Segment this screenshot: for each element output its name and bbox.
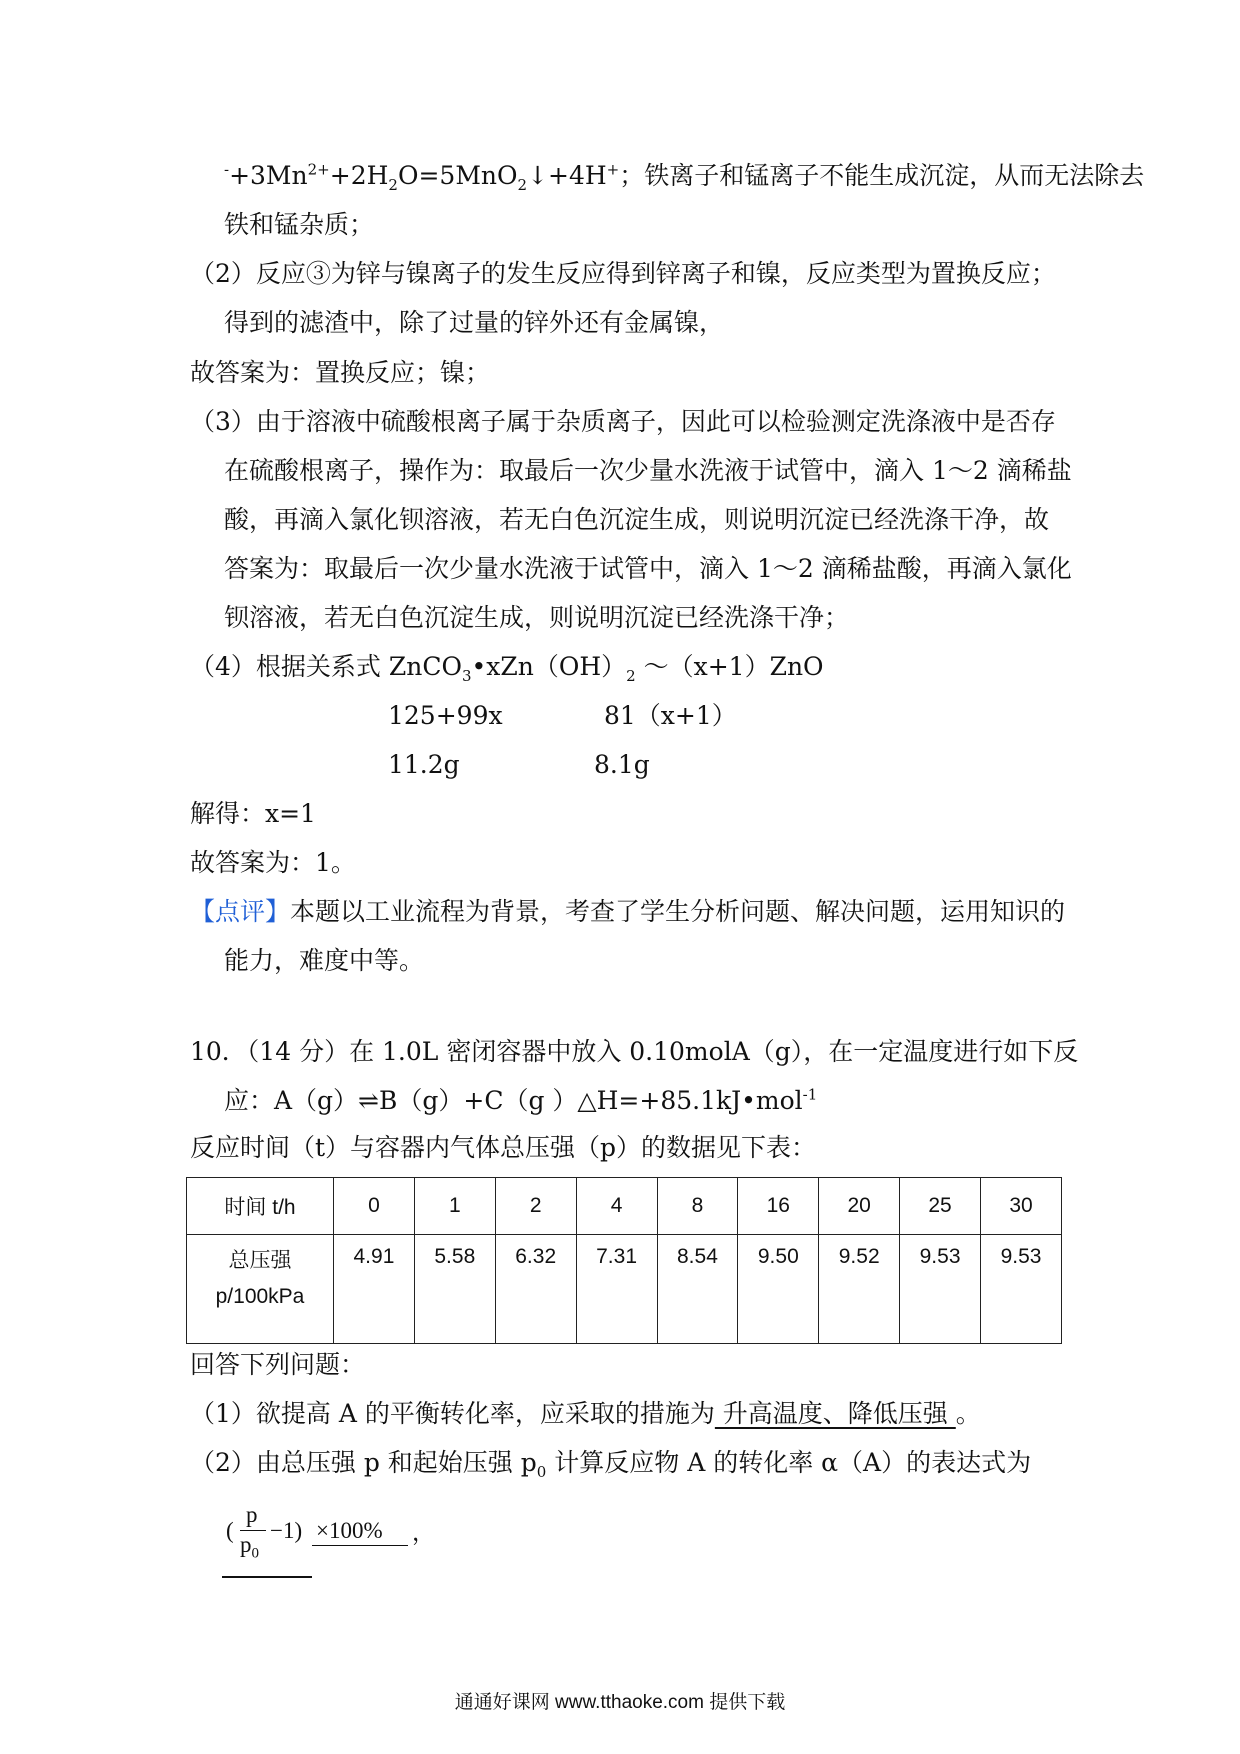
subscript: 2 <box>388 176 398 194</box>
text-segment: ↓+4H <box>527 161 607 190</box>
text-segment: 本题以工业流程为背景，考查了学生分析问题、解决问题，运用知识的 <box>290 897 1066 926</box>
superscript: 2+ <box>307 160 330 179</box>
text-line: 故答案为：1。 <box>190 848 356 877</box>
text-line: 回答下列问题： <box>190 1350 366 1379</box>
subscript: 2 <box>517 176 528 194</box>
text-segment: 计算反应物 A 的转化率 α（A）的表达式为 <box>546 1448 1032 1477</box>
text-line: 故答案为：置换反应；镍； <box>190 358 491 387</box>
table-cell: 6.32 <box>495 1235 576 1344</box>
subscript: 0 <box>251 1545 259 1562</box>
calc-value: 81（x+1） <box>604 701 737 730</box>
calc-value: 11.2g <box>388 750 460 779</box>
table-header-cell: 时间 t/h <box>187 1178 334 1235</box>
header-line: 总压强 <box>228 1249 292 1272</box>
text-segment: 。 <box>955 1399 981 1428</box>
table-cell: 8 <box>657 1178 738 1235</box>
text-segment: 应：A（g）⇌B（g）+C（g ）△H=+85.1kJ•mol <box>224 1086 803 1115</box>
text-segment: （1）欲提高 A 的平衡转化率，应采取的措施为 <box>190 1399 715 1428</box>
superscript: + <box>606 160 620 179</box>
text-line: （3）由于溶液中硫酸根离子属于杂质离子，因此可以检验测定洗涤液中是否存 <box>190 407 1056 436</box>
calc-value: 8.1g <box>594 750 650 779</box>
text-segment: （2）由总压强 p 和起始压强 p <box>190 1448 537 1477</box>
formula-numerator: p <box>246 1502 258 1527</box>
formula-answer-underlined: ×100% <box>316 1518 383 1543</box>
text-line <box>224 160 1144 192</box>
text-line: 答案为：取最后一次少量水洗液于试管中，滴入 1～2 滴稀盐酸，再滴入氯化 <box>224 554 1072 583</box>
comment-tag: 【点评】 <box>190 897 291 926</box>
formula-rest: −1) <box>270 1518 303 1543</box>
table-cell: 8.54 <box>657 1235 738 1344</box>
answer-blank: 升高温度、降低压强 <box>714 1399 956 1428</box>
table-cell: 9.53 <box>981 1235 1062 1344</box>
text-segment: （4）根据关系式 ZnCO <box>190 652 462 681</box>
table-cell: 9.53 <box>900 1235 981 1344</box>
text-segment: ；铁离子和锰离子不能生成沉淀，从而无法除去 <box>619 161 1145 190</box>
formula-comma: ， <box>412 1520 435 1545</box>
text-line: 能力，难度中等。 <box>224 946 425 975</box>
table-cell: 1 <box>414 1178 495 1235</box>
table-cell: 2 <box>495 1178 576 1235</box>
text-segment: +3Mn <box>229 161 308 190</box>
superscript: -1 <box>802 1085 818 1104</box>
text-line: 反应时间（t）与容器内气体总压强（p）的数据见下表： <box>190 1133 817 1162</box>
table-cell: 25 <box>900 1178 981 1235</box>
superscript: - <box>224 160 230 179</box>
text-line: 解得：x=1 <box>190 799 316 828</box>
text-line <box>190 896 1065 928</box>
page-footer: 通通好课网 www.tthaoke.com 提供下载 <box>454 1692 786 1713</box>
calc-value: 125+99x <box>388 701 503 730</box>
table-cell: 0 <box>334 1178 415 1235</box>
table-cell: 9.50 <box>738 1235 819 1344</box>
text-line: 在硫酸根离子，操作为：取最后一次少量水洗液于试管中，滴入 1～2 滴稀盐 <box>224 456 1072 485</box>
table-cell: 9.52 <box>819 1235 900 1344</box>
text-line <box>224 1085 817 1117</box>
header-line: p/100kPa <box>215 1285 305 1308</box>
formula-answer <box>222 1500 522 1580</box>
table-row <box>187 1178 1062 1235</box>
text-line <box>190 1447 1031 1479</box>
text-line: 酸，再滴入氯化钡溶液，若无白色沉淀生成，则说明沉淀已经洗涤干净，故 <box>224 505 1050 534</box>
table-cell: 7.31 <box>576 1235 657 1344</box>
text-segment: +2H <box>329 161 389 190</box>
subscript: 2 <box>626 667 636 685</box>
text-segment: O=5MnO <box>397 161 518 190</box>
table-cell: 16 <box>738 1178 819 1235</box>
formula-denominator: $p_0$ <box>240 1532 259 1562</box>
text-line <box>190 651 824 683</box>
table-row <box>187 1235 1062 1344</box>
table-cell: 4.91 <box>334 1235 415 1344</box>
text-line: （2）反应③为锌与镍离子的发生反应得到锌离子和镍，反应类型为置换反应； <box>190 259 1056 288</box>
table-cell: 5.58 <box>414 1235 495 1344</box>
table-cell: 20 <box>819 1178 900 1235</box>
text-segment: ～（x+1）ZnO <box>635 652 824 681</box>
table-cell: 4 <box>576 1178 657 1235</box>
text-line <box>190 1398 981 1430</box>
table-header-cell <box>187 1235 334 1344</box>
text-line: 钡溶液，若无白色沉淀生成，则说明沉淀已经洗涤干净； <box>224 603 850 632</box>
text-line: 得到的滤渣中，除了过量的锌外还有金属镍， <box>224 308 725 337</box>
subscript: 0 <box>536 1463 547 1481</box>
subscript: 3 <box>461 667 472 685</box>
fraction-bar <box>240 1530 266 1531</box>
answer-underline <box>312 1545 408 1546</box>
question-title: 10．（14 分）在 1.0L 密闭容器中放入 0.10molA（g），在一定温度进行如下反 <box>190 1037 1079 1066</box>
text-segment: •xZn（OH） <box>471 652 627 681</box>
formula-open-paren: ( <box>226 1518 234 1543</box>
table-cell: 30 <box>981 1178 1062 1235</box>
text-line: 铁和锰杂质； <box>224 210 375 239</box>
blank-underline <box>222 1576 312 1578</box>
pressure-table <box>186 1177 1062 1344</box>
